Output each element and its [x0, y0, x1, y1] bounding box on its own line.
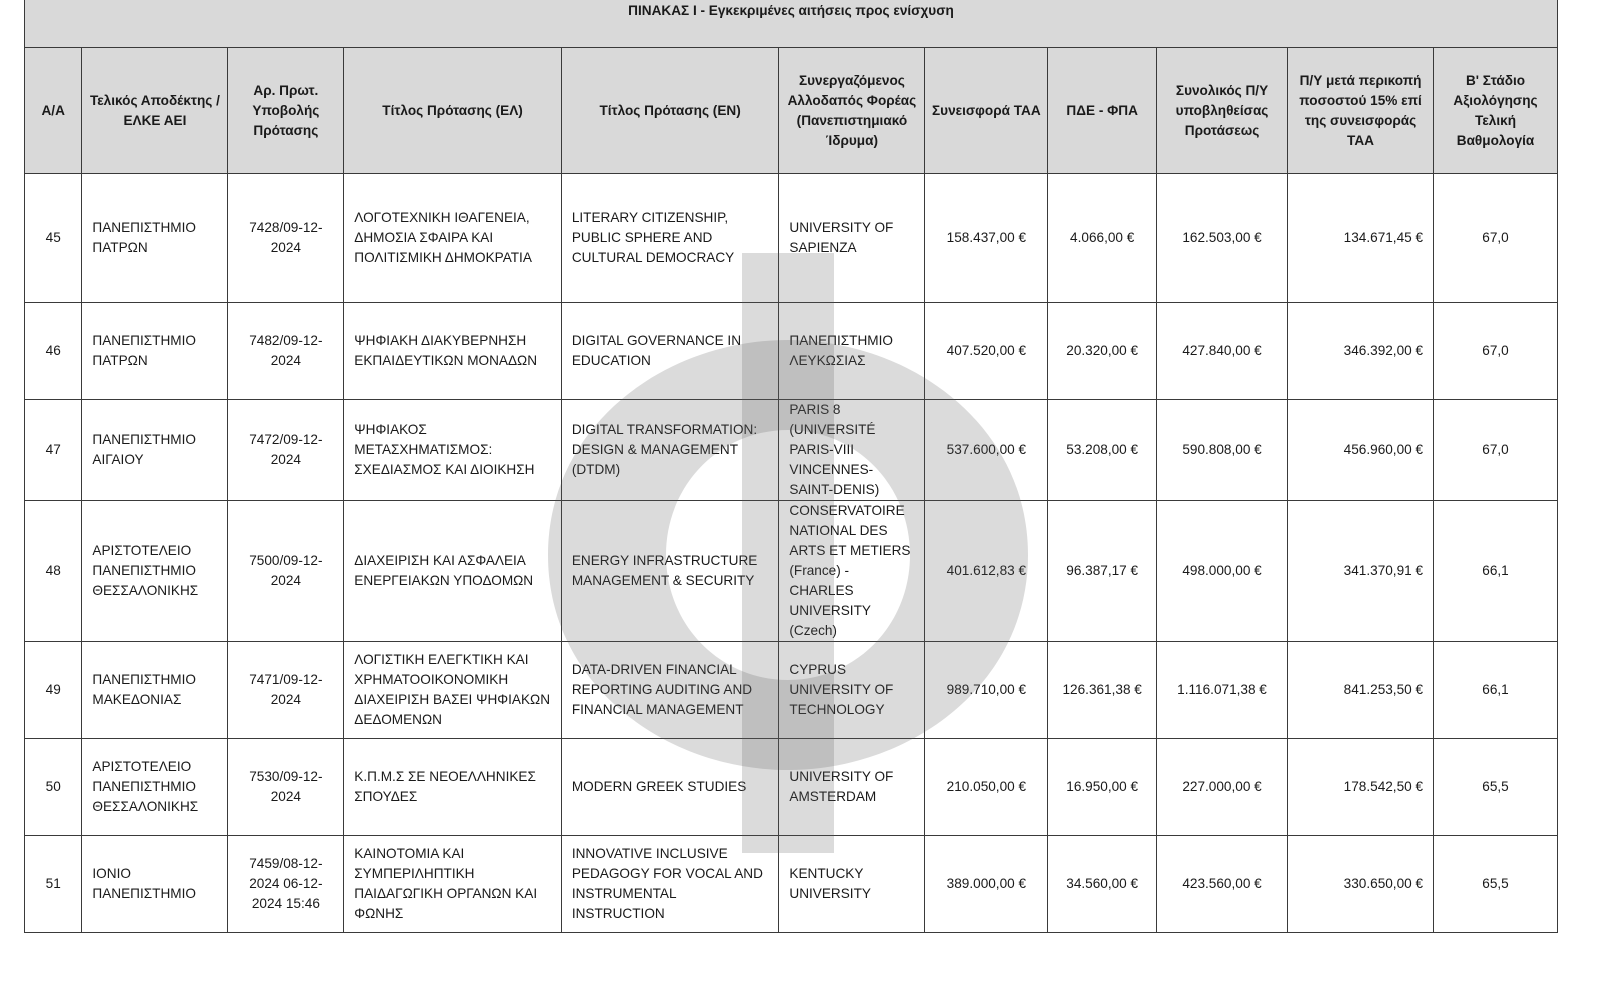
- header-recipient: Τελικός Αποδέκτης / ΕΛΚΕ ΑΕΙ: [82, 48, 228, 174]
- cell-recipient: ΑΡΙΣΤΟΤΕΛΕΙΟ ΠΑΝΕΠΙΣΤΗΜΙΟ ΘΕΣΣΑΛΟΝΙΚΗΣ: [82, 739, 228, 836]
- header-title-el: Τίτλος Πρότασης (ΕΛ): [344, 48, 562, 174]
- cell-protocol: 7428/09-12-2024: [228, 174, 344, 303]
- cell-title-el: ΚΑΙΝΟΤΟΜΙΑ ΚΑΙ ΣΥΜΠΕΡΙΛΗΠΤΙΚΗ ΠΑΙΔΑΓΩΓΙΚΗ ΟΡΓΑΝΩΝ ΚΑΙ ΦΩΝΗΣ: [344, 836, 562, 933]
- cell-aa: 46: [25, 303, 82, 400]
- cell-pde: 20.320,00 €: [1048, 303, 1157, 400]
- cell-taa: 989.710,00 €: [925, 642, 1048, 739]
- cell-partner: CYPRUS UNIVERSITY OF TECHNOLOGY: [779, 642, 925, 739]
- cell-protocol: 7482/09-12-2024: [228, 303, 344, 400]
- cell-protocol: 7471/09-12-2024: [228, 642, 344, 739]
- table-row: [25, 174, 1558, 303]
- cell-recipient: ΑΡΙΣΤΟΤΕΛΕΙΟ ΠΑΝΕΠΙΣΤΗΜΙΟ ΘΕΣΣΑΛΟΝΙΚΗΣ: [82, 501, 228, 642]
- cell-after-cut: 346.392,00 €: [1288, 303, 1434, 400]
- cell-total: 590.808,00 €: [1157, 400, 1288, 501]
- cell-pde: 126.361,38 €: [1048, 642, 1157, 739]
- cell-score: 67,0: [1434, 303, 1558, 400]
- header-taa: Συνεισφορά ΤΑΑ: [925, 48, 1048, 174]
- cell-pde: 53.208,00 €: [1048, 400, 1157, 501]
- cell-taa: 537.600,00 €: [925, 400, 1048, 501]
- cell-taa: 401.612,83 €: [925, 501, 1048, 642]
- cell-total: 227.000,00 €: [1157, 739, 1288, 836]
- header-after-cut: Π/Υ μετά περικοπή ποσοστού 15% επί της συνεισφοράς ΤΑΑ: [1288, 48, 1434, 174]
- cell-title-el: ΨΗΦΙΑΚΟΣ ΜΕΤΑΣΧΗΜΑΤΙΣΜΟΣ: ΣΧΕΔΙΑΣΜΟΣ ΚΑΙ ΔΙΟΙΚΗΣΗ: [344, 400, 562, 501]
- cell-pde: 34.560,00 €: [1048, 836, 1157, 933]
- cell-title-el: ΨΗΦΙΑΚΗ ΔΙΑΚΥΒΕΡΝΗΣΗ ΕΚΠΑΙΔΕΥΤΙΚΩΝ ΜΟΝΑΔΩΝ: [344, 303, 562, 400]
- cell-recipient: ΠΑΝΕΠΙΣΤΗΜΙΟ ΠΑΤΡΩΝ: [82, 303, 228, 400]
- cell-taa: 210.050,00 €: [925, 739, 1048, 836]
- cell-after-cut: 134.671,45 €: [1288, 174, 1434, 303]
- cell-partner: KENTUCKY UNIVERSITY: [779, 836, 925, 933]
- header-score: Β' Στάδιο Αξιολόγησης Τελική Βαθμολογία: [1434, 48, 1558, 174]
- cell-score: 66,1: [1434, 642, 1558, 739]
- cell-pde: 16.950,00 €: [1048, 739, 1157, 836]
- cell-score: 67,0: [1434, 400, 1558, 501]
- cell-taa: 389.000,00 €: [925, 836, 1048, 933]
- cell-protocol: 7500/09-12-2024: [228, 501, 344, 642]
- header-partner: Συνεργαζόμενος Αλλοδαπός Φορέας (Πανεπιστημιακό Ίδρυμα): [779, 48, 925, 174]
- cell-after-cut: 178.542,50 €: [1288, 739, 1434, 836]
- cell-title-en: DATA-DRIVEN FINANCIAL REPORTING AUDITING AND FINANCIAL MANAGEMENT: [561, 642, 779, 739]
- cell-title-el: ΛΟΓΟΤΕΧΝΙΚΗ ΙΘΑΓΕΝΕΙΑ, ΔΗΜΟΣΙΑ ΣΦΑΙΡΑ ΚΑΙ ΠΟΛΙΤΙΣΜΙΚΗ ΔΗΜΟΚΡΑΤΙΑ: [344, 174, 562, 303]
- table-row: [25, 501, 1558, 642]
- cell-partner: UNIVERSITY OF SAPIENZA: [779, 174, 925, 303]
- cell-after-cut: 456.960,00 €: [1288, 400, 1434, 501]
- cell-protocol: 7530/09-12-2024: [228, 739, 344, 836]
- cell-after-cut: 341.370,91 €: [1288, 501, 1434, 642]
- cell-recipient: ΠΑΝΕΠΙΣΤΗΜΙΟ ΜΑΚΕΔΟΝΙΑΣ: [82, 642, 228, 739]
- cell-partner: ΠΑΝΕΠΙΣΤΗΜΙΟ ΛΕΥΚΩΣΙΑΣ: [779, 303, 925, 400]
- header-row: [25, 48, 1558, 174]
- table-row: [25, 303, 1558, 400]
- cell-taa: 407.520,00 €: [925, 303, 1048, 400]
- cell-pde: 4.066,00 €: [1048, 174, 1157, 303]
- cell-after-cut: 330.650,00 €: [1288, 836, 1434, 933]
- cell-protocol: 7472/09-12-2024: [228, 400, 344, 501]
- cell-score: 66,1: [1434, 501, 1558, 642]
- cell-total: 1.116.071,38 €: [1157, 642, 1288, 739]
- table-row: [25, 836, 1558, 933]
- cell-protocol: 7459/08-12-2024 06-12-2024 15:46: [228, 836, 344, 933]
- cell-aa: 50: [25, 739, 82, 836]
- cell-title-el: Κ.Π.Μ.Σ ΣΕ ΝΕΟΕΛΛΗΝΙΚΕΣ ΣΠΟΥΔΕΣ: [344, 739, 562, 836]
- cell-title-el: ΔΙΑΧΕΙΡΙΣΗ ΚΑΙ ΑΣΦΑΛΕΙΑ ΕΝΕΡΓΕΙΑΚΩΝ ΥΠΟΔΟΜΩΝ: [344, 501, 562, 642]
- cell-total: 427.840,00 €: [1157, 303, 1288, 400]
- cell-title-en: DIGITAL GOVERNANCE IN EDUCATION: [561, 303, 779, 400]
- table-title-row: [25, 0, 1558, 48]
- cell-score: 67,0: [1434, 174, 1558, 303]
- header-pde: ΠΔΕ - ΦΠΑ: [1048, 48, 1157, 174]
- cell-total: 498.000,00 €: [1157, 501, 1288, 642]
- cell-aa: 47: [25, 400, 82, 501]
- cell-title-en: DIGITAL TRANSFORMATION: DESIGN & MANAGEMENT (DTDM): [561, 400, 779, 501]
- cell-total: 162.503,00 €: [1157, 174, 1288, 303]
- cell-score: 65,5: [1434, 739, 1558, 836]
- cell-title-el: ΛΟΓΙΣΤΙΚΗ ΕΛΕΓΚΤΙΚΗ ΚΑΙ ΧΡΗΜΑΤΟΟΙΚΟΝΟΜΙΚΗ ΔΙΑΧΕΙΡΙΣΗ ΒΑΣΕΙ ΨΗΦΙΑΚΩΝ ΔΕΔΟΜΕΝΩΝ: [344, 642, 562, 739]
- header-protocol: Αρ. Πρωτ. Υποβολής Πρότασης: [228, 48, 344, 174]
- cell-partner: UNIVERSITY OF AMSTERDAM: [779, 739, 925, 836]
- header-total: Συνολικός Π/Υ υποβληθείσας Προτάσεως: [1157, 48, 1288, 174]
- cell-after-cut: 841.253,50 €: [1288, 642, 1434, 739]
- cell-title-en: LITERARY CITIZENSHIP, PUBLIC SPHERE AND CULTURAL DEMOCRACY: [561, 174, 779, 303]
- cell-score: 65,5: [1434, 836, 1558, 933]
- table-row: [25, 400, 1558, 501]
- cell-aa: 48: [25, 501, 82, 642]
- table-row: [25, 642, 1558, 739]
- cell-total: 423.560,00 €: [1157, 836, 1288, 933]
- cell-recipient: ΠΑΝΕΠΙΣΤΗΜΙΟ ΑΙΓΑΙΟΥ: [82, 400, 228, 501]
- table-title: ΠΙΝΑΚΑΣ Ι - Εγκεκριμένες αιτήσεις προς ενίσχυση: [25, 0, 1558, 48]
- cell-aa: 51: [25, 836, 82, 933]
- cell-recipient: ΠΑΝΕΠΙΣΤΗΜΙΟ ΠΑΤΡΩΝ: [82, 174, 228, 303]
- cell-title-en: INNOVATIVE INCLUSIVE PEDAGOGY FOR VOCAL AND INSTRUMENTAL INSTRUCTION: [561, 836, 779, 933]
- cell-title-en: ENERGY INFRASTRUCTURE MANAGEMENT & SECURITY: [561, 501, 779, 642]
- cell-partner: PARIS 8 (UNIVERSITÉ PARIS-VIII VINCENNES-SAINT-DENIS): [779, 400, 925, 501]
- cell-pde: 96.387,17 €: [1048, 501, 1157, 642]
- table-row: [25, 739, 1558, 836]
- cell-recipient: ΙΟΝΙΟ ΠΑΝΕΠΙΣΤΗΜΙΟ: [82, 836, 228, 933]
- header-aa: Α/Α: [25, 48, 82, 174]
- cell-title-en: MODERN GREEK STUDIES: [561, 739, 779, 836]
- approved-applications-table: [24, 0, 1558, 933]
- cell-aa: 45: [25, 174, 82, 303]
- cell-taa: 158.437,00 €: [925, 174, 1048, 303]
- header-title-en: Τίτλος Πρότασης (EN): [561, 48, 779, 174]
- cell-partner: CONSERVATOIRE NATIONAL DES ARTS ET METIERS (France) - CHARLES UNIVERSITY (Czech): [779, 501, 925, 642]
- cell-aa: 49: [25, 642, 82, 739]
